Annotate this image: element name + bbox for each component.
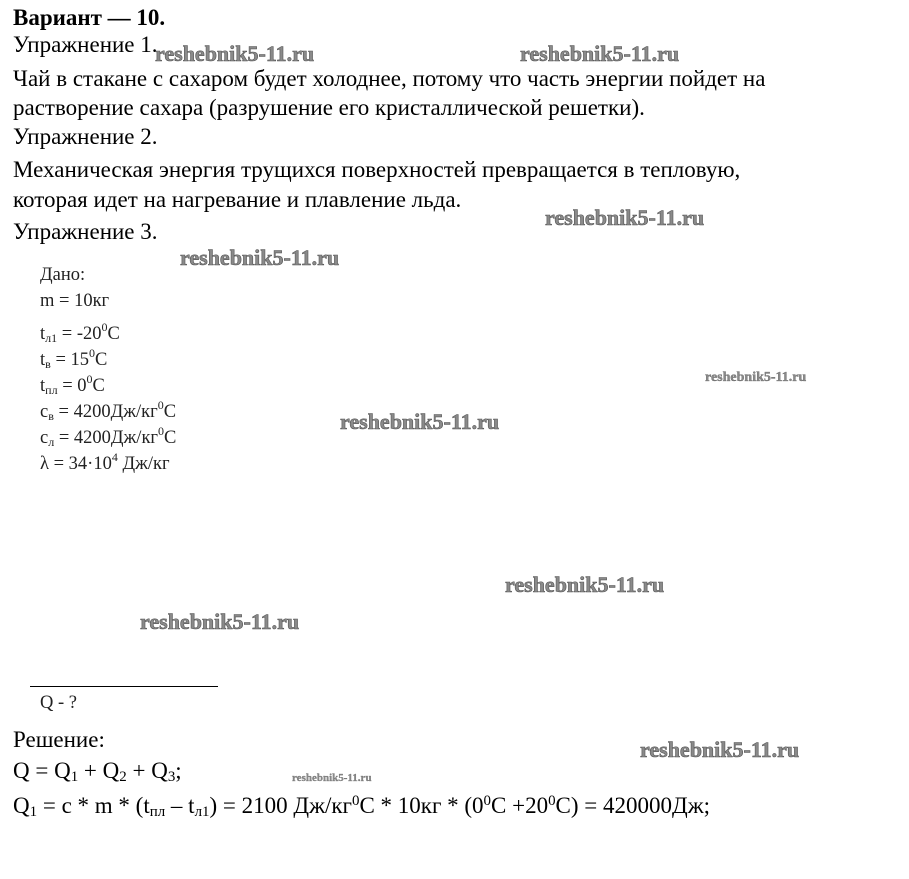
given-ice-heat: $c_л = 4200Дж/кг^0C$ bbox=[40, 424, 177, 449]
find-q: Q - ? bbox=[40, 693, 77, 713]
exercise-2-text: Механическая энергия трущихся поверхностей превращается в тепловую, bbox=[13, 157, 741, 182]
exercise-1-text: растворение сахара (разрушение его кристаллической решетки). bbox=[13, 95, 645, 120]
watermark: reshebnik5-11.ru bbox=[545, 205, 705, 230]
exercise-1-heading: Упражнение 1. bbox=[13, 32, 158, 57]
exercise-3-heading: Упражнение 3. bbox=[13, 219, 158, 244]
given-ice-temp: $t_{л1} = -20^0C$ bbox=[40, 320, 120, 345]
given-lambda: $\lambda = 34\cdot 10^4$ Дж/кг bbox=[40, 450, 170, 474]
exercise-1-text: Чай в стакане с сахаром будет холоднее, потому что часть энергии пойдет на bbox=[13, 66, 766, 91]
watermark: reshebnik5-11.ru bbox=[140, 609, 300, 634]
given-label: Дано: bbox=[40, 265, 86, 285]
watermark: reshebnik5-11.ru bbox=[340, 409, 500, 434]
solution-label: Решение: bbox=[13, 727, 105, 752]
equation-total: $Q = Q_1 + Q_2 + Q_3$; bbox=[13, 758, 182, 785]
given-mass: m = 10кг bbox=[40, 291, 110, 311]
variant-title: Вариант — 10. bbox=[13, 5, 166, 30]
watermark: reshebnik5-11.ru bbox=[180, 245, 340, 270]
watermark: reshebnik5-11.ru bbox=[292, 772, 372, 784]
watermark: reshebnik5-11.ru bbox=[640, 737, 800, 762]
watermark: reshebnik5-11.ru bbox=[505, 572, 665, 597]
watermark: reshebnik5-11.ru bbox=[520, 41, 680, 66]
watermark: reshebnik5-11.ru bbox=[155, 41, 315, 66]
given-divider bbox=[30, 686, 218, 687]
exercise-2-heading: Упражнение 2. bbox=[13, 124, 158, 149]
given-water-heat: $c_в = 4200Дж/кг^0C$ bbox=[40, 398, 177, 423]
given-water-temp: $t_в = 15^0C$ bbox=[40, 346, 108, 371]
given-melting-temp: $t_{пл} = 0^0C$ bbox=[40, 372, 105, 397]
watermark: reshebnik5-11.ru bbox=[705, 370, 807, 385]
exercise-2-text: которая идет на нагревание и плавление льда. bbox=[13, 187, 462, 212]
equation-q1: $Q_1 = c * m * (t_{пл} - t_{л1}) = 2100$ $Дж/кг^0C * 10кг * (0^0C +20^0C) = 420000Дж$; bbox=[13, 793, 710, 820]
